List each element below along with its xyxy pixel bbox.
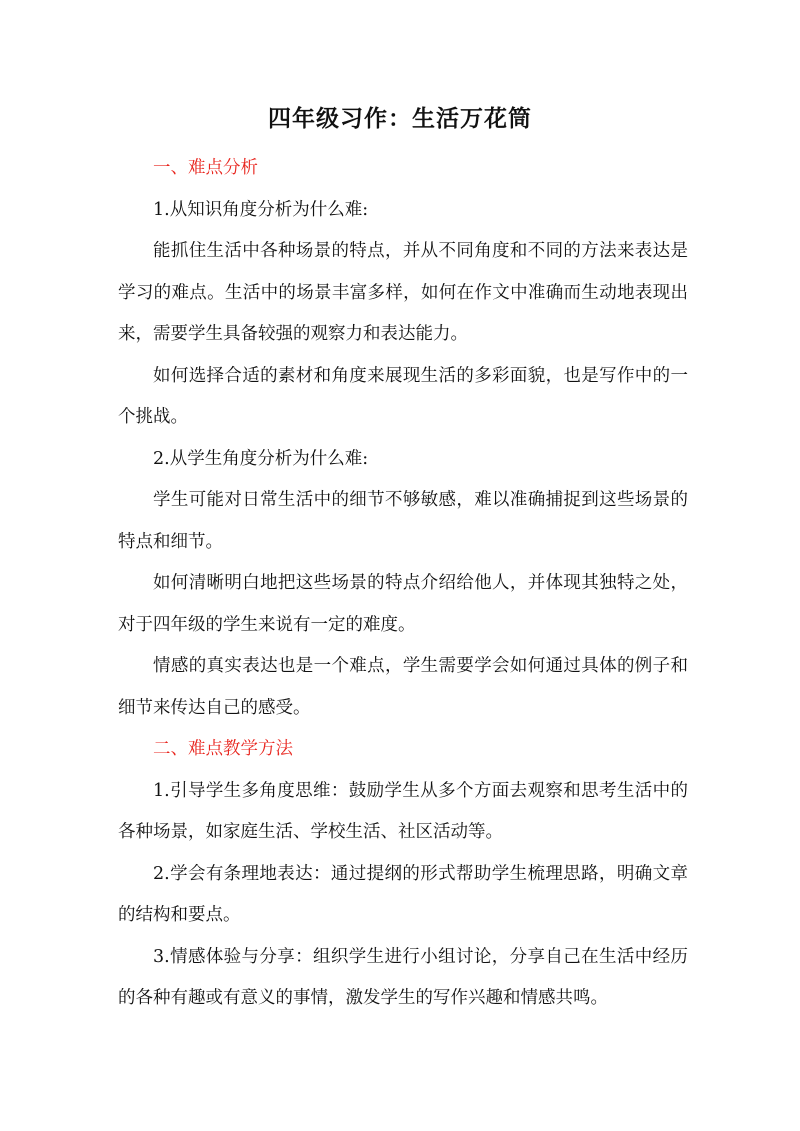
method-item: 1.引导学生多角度思维：鼓励学生从多个方面去观察和思考生活中的各种场景，如家庭生活、学校生活、社区活动等。 [118, 780, 688, 842]
section-heading-teaching-methods: 二、难点教学方法 [153, 739, 293, 759]
method-item: 3.情感体验与分享：组织学生进行小组讨论，分享自己在生活中经历的各种有趣或有意义的事情，激发学生的写作兴趣和情感共鸣。 [118, 946, 688, 1008]
paragraph: 情感的真实表达也是一个难点，学生需要学会如何通过具体的例子和细节来传达自己的感受。 [118, 656, 688, 718]
paragraph: 如何选择合适的素材和角度来展现生活的多彩面貌，也是写作中的一个挑战。 [118, 365, 688, 427]
paragraph: 学生可能对日常生活中的细节不够敏感，难以准确捕捉到这些场景的特点和细节。 [118, 490, 688, 552]
document-title: 四年级习作：生活万花筒 [268, 106, 532, 132]
paragraph: 如何清晰明白地把这些场景的特点介绍给他人，并体现其独特之处，对于四年级的学生来说有一定的难度。 [118, 573, 688, 635]
method-item: 2.学会有条理地表达：通过提纲的形式帮助学生梳理思路，明确文章的结构和要点。 [118, 863, 688, 925]
subheading-student-perspective: 2.从学生角度分析为什么难: [153, 448, 369, 469]
section-heading-difficulty-analysis: 一、难点分析 [153, 158, 258, 178]
document-body [118, 148, 688, 1020]
paragraph: 能抓住生活中各种场景的特点，并从不同角度和不同的方法来表达是学习的难点。生活中的场景丰富多样，如何在作文中准确而生动地表现出来，需要学生具备较强的观察力和表达能力。 [118, 241, 688, 344]
subheading-knowledge-perspective: 1.从知识角度分析为什么难: [153, 199, 369, 220]
